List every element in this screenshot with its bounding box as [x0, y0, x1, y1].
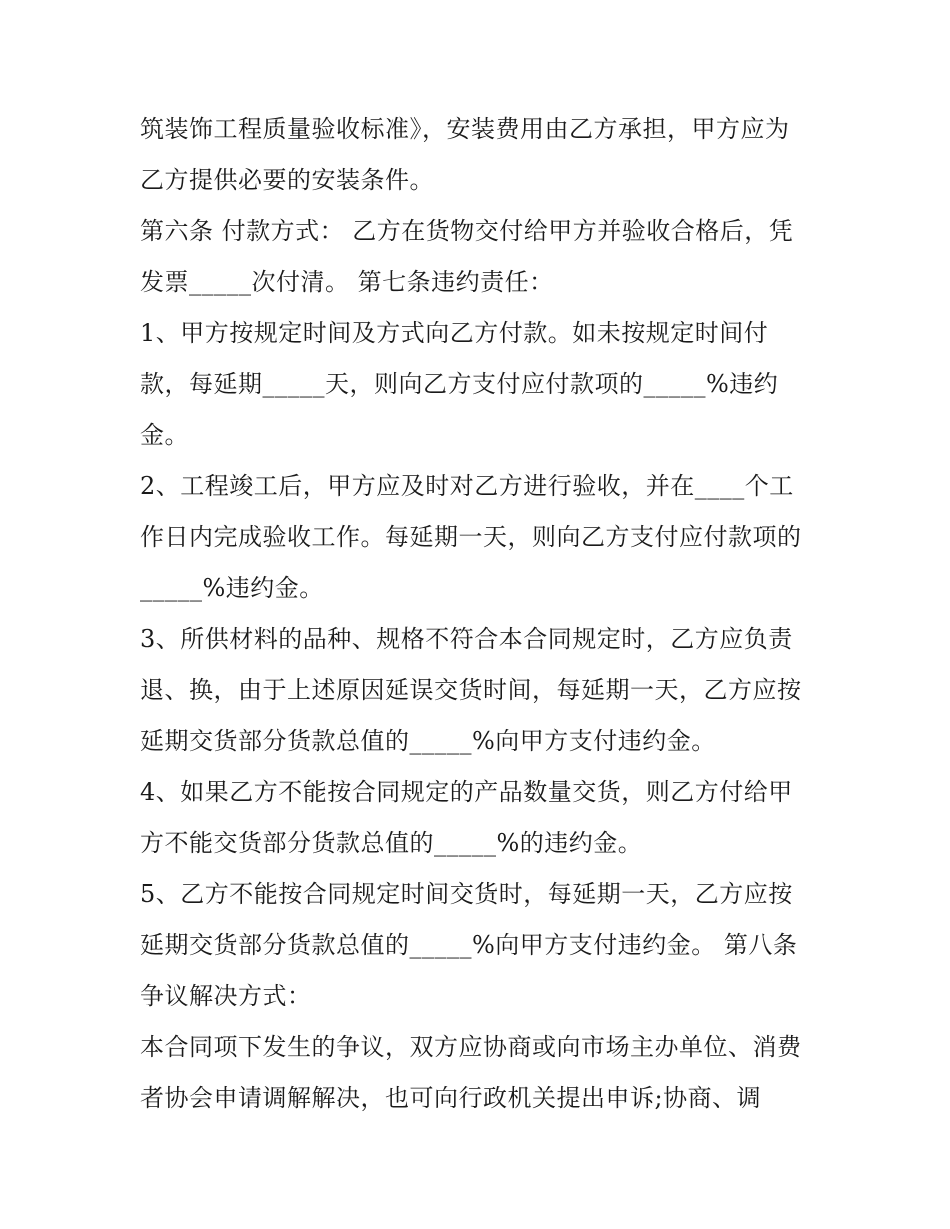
text-line: 作日内完成验收工作。每延期一天，则向乙方支付应付款项的	[140, 523, 802, 551]
text-line: 方不能交货部分货款总值的_____%的违约金。	[140, 829, 643, 857]
text-line: 5、乙方不能按合同规定时间交货时，每延期一天，乙方应按	[140, 880, 793, 908]
text-line: 者协会申请调解解决，也可向行政机关提出申诉;协商、调	[140, 1084, 762, 1112]
text-line: 本合同项下发生的争议，双方应协商或向市场主办单位、消费	[140, 1033, 802, 1061]
text-line: 3、所供材料的品种、规格不符合本合同规定时，乙方应负责	[140, 625, 793, 653]
text-line: 筑装饰工程质量验收标准》，安装费用由乙方承担，甲方应为	[140, 115, 790, 143]
text-line: 金。	[140, 421, 189, 449]
text-line: 款，每延期_____天，则向乙方支付应付款项的_____%违约	[140, 370, 779, 398]
text-line: 争议解决方式：	[140, 982, 312, 1010]
text-line: _____%违约金。	[140, 574, 324, 602]
text-line: 4、如果乙方不能按合同规定的产品数量交货，则乙方付给甲	[140, 778, 793, 806]
text-line: 第六条 付款方式： 乙方在货物交付给甲方并验收合格后，凭	[140, 217, 794, 245]
text-line: 1、甲方按规定时间及方式向乙方付款。如未按规定时间付	[140, 319, 769, 347]
text-line: 延期交货部分货款总值的_____%向甲方支付违约金。 第八条	[140, 931, 798, 959]
text-line: 退、换，由于上述原因延误交货时间，每延期一天，乙方应按	[140, 676, 802, 704]
text-line: 乙方提供必要的安装条件。	[140, 166, 434, 194]
text-line: 发票_____次付清。 第七条违约责任：	[140, 268, 554, 296]
text-line: 延期交货部分货款总值的_____%向甲方支付违约金。	[140, 727, 716, 755]
text-line: 2、工程竣工后，甲方应及时对乙方进行验收，并在____个工	[140, 472, 794, 500]
